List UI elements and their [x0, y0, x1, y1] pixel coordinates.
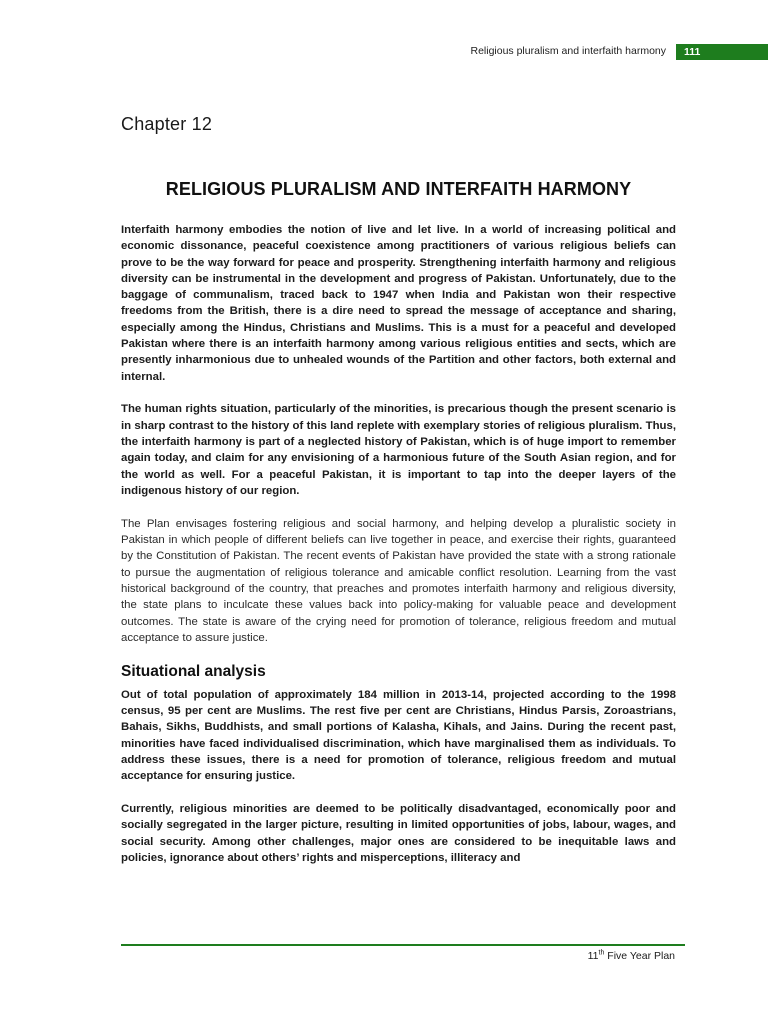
running-header [0, 44, 768, 60]
chapter-title: RELIGIOUS PLURALISM AND INTERFAITH HARMONY [165, 179, 632, 199]
section-heading: Situational analysis [121, 662, 266, 680]
chapter-label: Chapter 12 [121, 114, 213, 134]
page-number: 111 [676, 44, 768, 60]
intro-paragraph-2: The human rights situation, particularly of the minorities, is precarious though the present scenario is in sharp contrast to the history of this land replete with exemplary stories of religious pluralism. Thus, the interfaith harmony is part of a neglected history of Pakistan, which is of huge import to remember again today, and claim for any envisioning of a harmonious future of the South Asian region, and for the world as well. For a peaceful Pakistan, it is important to tap into the deeper layers of the indigenous history of our region. [121, 403, 676, 497]
footer-rule [121, 944, 685, 946]
footer-plan-label [588, 950, 675, 962]
section-paragraph-2: Currently, religious minorities are deemed to be politically disadvantaged, economically poor and socially segregated in the larger picture, resulting in limited opportunities of jobs, labour, wages, and social security. Among other challenges, major ones are considered to be inequitable laws and policies, ignorance about others’ rights and misperceptions, illiteracy and [121, 802, 676, 864]
footer-plan-ordinal: th [598, 949, 605, 957]
section-paragraph-1: Out of total population of approximately 184 million in 2013-14, projected according to the 1998 census, 95 per cent are Muslims. The rest five per cent are Christians, Hindus Parsis, Zoroastrians, Bahais, Sikhs, Buddhists, and small portions of Kalasha, Kihals, and Jains. During the recent past, minorities have faced individualised discrimination, which have marginalised them as individuals. To address these issues, there is a need for promotion of tolerance, religious freedom and mutual acceptance for ensuring justice. [121, 688, 676, 783]
running-header-title: Religious pluralism and interfaith harmony [470, 45, 666, 57]
intro-paragraph-1: Interfaith harmony embodies the notion of live and let live. In a world of increasing political and economic dissonance, peaceful coexistence among practitioners of various religious beliefs can prove to be the way forward for peace and prosperity. Strengthening interfaith harmony and religious diversity can be instrumental in the development and progress of Pakistan. Unfortunately, due to the baggage of communalism, traced back to 1947 when India and Pakistan won their respective freedoms from the British, there is a dire need to spread the message of acceptance and sharing, especially among the Hindus, Christians and Muslims. This is a must for a peaceful and developed Pakistan where there is an interfaith harmony among various religious entities and sects, which are presently inharmonious due to unhealed wounds of the Partition and other factors, both external and internal. [121, 224, 676, 383]
footer-plan-text: Five Year Plan [607, 950, 675, 962]
main-content [121, 114, 676, 883]
footer-plan-number: 11 [587, 950, 599, 962]
intro-paragraph-3: The Plan envisages fostering religious and social harmony, and helping develop a pluralistic society in Pakistan in which people of different beliefs can live together in peace, and exercise their rights, guaranteed by the Constitution of Pakistan. The recent events of Pakistan have provided the state with a strong rationale to pursue the augmentation of religious tolerance and amicable conflict resolution. Learning from the vast historical background of the country, that preaches and promotes interfaith harmony and religious diversity, the state plans to inculcate these values back into policy-making for valuable peace and development outcomes. The state is aware of the crying need for promotion of tolerance, religious freedom and mutual acceptance to assure justice. [121, 517, 676, 644]
